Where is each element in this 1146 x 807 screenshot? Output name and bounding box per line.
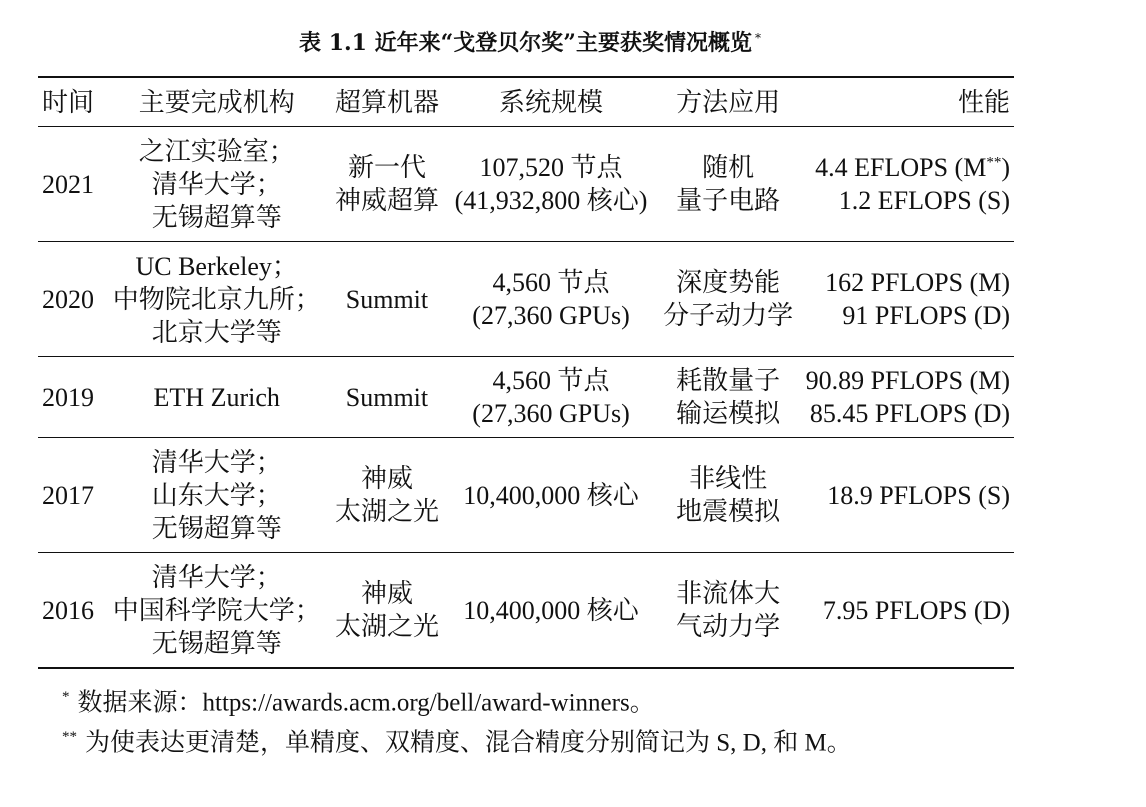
cell-performance (802, 127, 1014, 242)
machine-line: Summit (345, 382, 429, 412)
table-caption (0, 26, 1060, 57)
machine-line: 太湖之光 (334, 612, 439, 641)
machine-line: Summit (345, 284, 429, 314)
method-line: 非流体大 (676, 579, 781, 608)
machine-line: 太湖之光 (334, 497, 439, 526)
institution-line: 中物院北京九所； (112, 284, 321, 314)
cell-method (655, 242, 802, 357)
footnote-marker: * (62, 689, 70, 705)
method-line: 分子动力学 (663, 301, 794, 330)
performance-line: 18.9 PFLOPS (S) (827, 480, 1010, 510)
cell-performance (802, 553, 1014, 669)
machine-line: 神威 (360, 464, 413, 493)
footnote-text: 为使表达更清楚，单精度、双精度、混合精度分别简记为 S, D, 和 M。 (85, 729, 852, 757)
table-row (38, 438, 1014, 553)
header-performance: 性能 (957, 87, 1010, 117)
footnote-marker: ** (986, 154, 1002, 171)
institution-line: 清华大学； (151, 169, 282, 199)
cell-scale (447, 553, 654, 669)
performance-line: 90.89 PFLOPS (M) (805, 366, 1010, 395)
institution-line: 之江实验室； (138, 136, 295, 166)
cell-year: 2021 (42, 169, 94, 199)
cell-year: 2020 (42, 284, 94, 314)
cell-institutions (107, 553, 327, 669)
cell-method (655, 438, 802, 553)
institution-line: 清华大学； (151, 562, 282, 592)
performance-line: 1.2 EFLOPS (S) (838, 186, 1010, 215)
scale-line: (27,360 GPUs) (472, 301, 630, 330)
machine-line: 神威 (360, 579, 413, 608)
cell-institutions (107, 438, 327, 553)
performance-line (806, 151, 1010, 184)
header-method: 方法应用 (676, 87, 781, 117)
cell-institutions (107, 127, 327, 242)
cell-institutions (107, 357, 327, 438)
footnote-text: 数据来源：https://awards.acm.org/bell/award-winners。 (77, 689, 655, 717)
method-line: 随机 (702, 153, 755, 182)
cell-machine (326, 357, 447, 438)
footnote (62, 680, 852, 720)
scale-line: 10,400,000 核心 (463, 480, 639, 510)
performance-line: 85.45 PFLOPS (D) (809, 399, 1010, 428)
footnote-marker: ** (62, 729, 77, 746)
caption-text: 表 1.1 近年来“戈登贝尔奖”主要获奖情况概览 (299, 30, 752, 56)
scale-line: (27,360 GPUs) (472, 399, 630, 428)
institution-line: 无锡超算等 (151, 202, 282, 232)
cell-machine (326, 127, 447, 242)
scale-line: 4,560 节点 (492, 268, 610, 297)
method-line: 深度势能 (676, 268, 781, 297)
cell-machine (326, 242, 447, 357)
performance-tail: ) (1001, 153, 1010, 182)
footnote (62, 720, 852, 760)
cell-institutions (107, 242, 327, 357)
caption-footnote-marker: * (754, 30, 761, 45)
institution-line: UC Berkeley； (135, 251, 298, 281)
performance-line: 7.95 PFLOPS (D) (822, 595, 1010, 625)
cell-machine (326, 438, 447, 553)
gordon-bell-table (38, 76, 1014, 669)
method-line: 气动力学 (676, 612, 781, 641)
cell-scale (447, 242, 654, 357)
cell-method (655, 127, 802, 242)
performance-line: 162 PFLOPS (M) (825, 268, 1010, 297)
cell-method (655, 553, 802, 669)
cell-year: 2017 (42, 480, 94, 510)
header-scale: 系统规模 (499, 87, 604, 117)
cell-method (655, 357, 802, 438)
performance-value: 4.4 EFLOPS (M (815, 153, 987, 182)
header-machine: 超算机器 (334, 87, 439, 117)
table-row (38, 553, 1014, 669)
cell-performance (802, 357, 1014, 438)
institution-line: 中国科学院大学； (112, 595, 321, 625)
scale-line: 107,520 节点 (479, 153, 623, 182)
institution-line: ETH Zurich (153, 382, 280, 412)
method-line: 地震模拟 (676, 497, 781, 526)
cell-year: 2016 (42, 595, 94, 625)
table-header-row (38, 77, 1014, 127)
method-line: 量子电路 (676, 186, 781, 215)
cell-scale (447, 438, 654, 553)
cell-scale (447, 127, 654, 242)
scale-line: (41,932,800 核心) (454, 186, 648, 215)
institution-line: 无锡超算等 (151, 513, 282, 543)
header-institutions: 主要完成机构 (138, 87, 295, 117)
institution-line: 无锡超算等 (151, 628, 282, 658)
table-row (38, 357, 1014, 438)
machine-line: 新一代 (347, 153, 426, 182)
cell-machine (326, 553, 447, 669)
cell-performance (802, 438, 1014, 553)
footnotes (62, 680, 852, 761)
table-row (38, 242, 1014, 357)
method-line: 输运模拟 (676, 399, 781, 428)
table-row (38, 127, 1014, 242)
scale-line: 10,400,000 核心 (463, 595, 639, 625)
performance-line: 91 PFLOPS (D) (842, 301, 1010, 330)
cell-scale (447, 357, 654, 438)
header-year: 时间 (42, 87, 95, 117)
institution-line: 清华大学； (151, 447, 282, 477)
method-line: 非线性 (689, 464, 768, 493)
machine-line: 神威超算 (334, 186, 439, 215)
cell-performance (802, 242, 1014, 357)
cell-year: 2019 (42, 382, 94, 412)
institution-line: 山东大学； (151, 480, 282, 510)
scale-line: 4,560 节点 (492, 366, 610, 395)
method-line: 耗散量子 (676, 366, 781, 395)
institution-line: 北京大学等 (151, 317, 282, 347)
